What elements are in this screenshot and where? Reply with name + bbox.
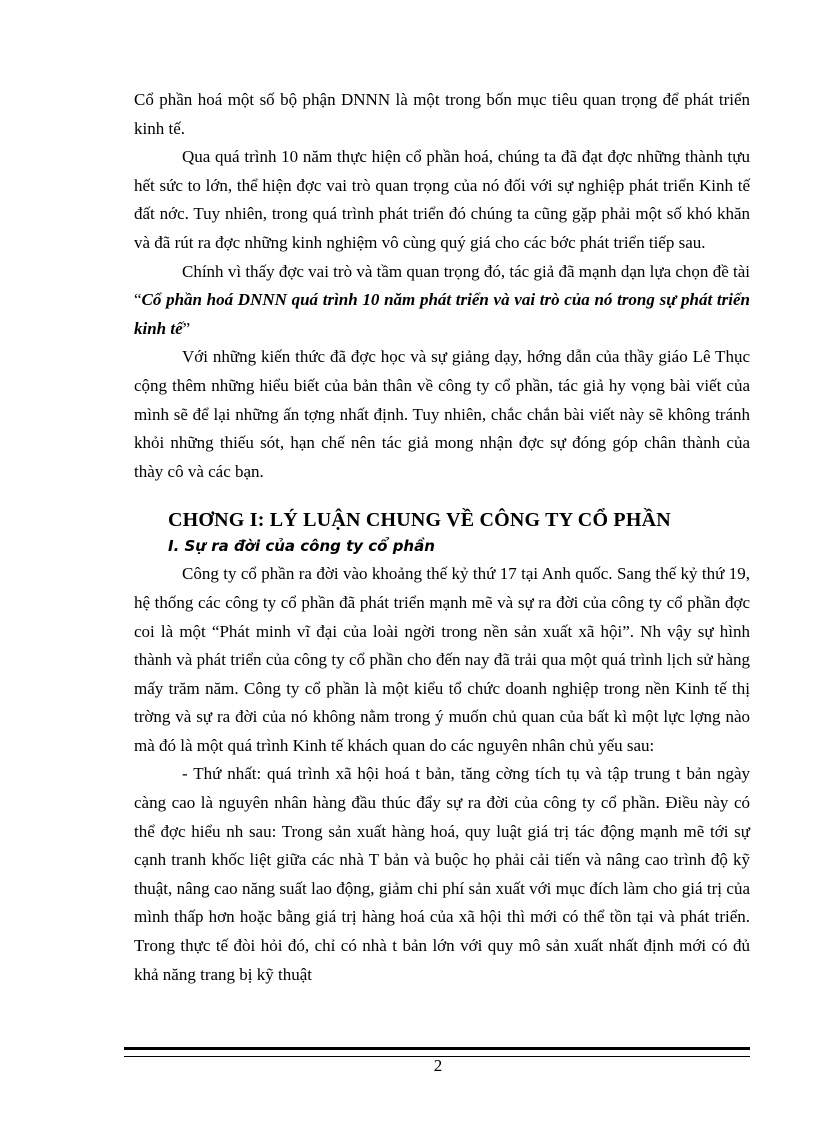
intro-paragraph-3-end: ”: [182, 318, 191, 338]
chapter-paragraph-1: Công ty cổ phần ra đời vào khoảng thế kỷ thứ 17 tại Anh quốc. Sang thế kỷ thứ 19, hệ thống các công ty cổ phần đã phát triển mạnh mẽ và sự ra đời của công ty cổ phần đợc coi là một “Phát minh vĩ đại của loài ngời trong nền sản xuất xã hội”. Nh vậy sự hình thành và phát triển của công ty cổ phần cho đến nay đã trải qua một quá trình lịch sử hàng mấy trăm năm. Công ty cổ phần là một kiểu tổ chức doanh nghiệp trong nền Kinh tế thị trờng và sự ra đời của nó không nằm trong ý muốn chủ quan của bất kì một lực lợng nào mà đó là một quá trình Kinh tế khách quan do các nguyên nhân chủ yếu sau:: [134, 564, 750, 755]
intro-paragraph-1: Cổ phần hoá một số bộ phận DNNN là một trong bốn mục tiêu quan trọng để phát triển kinh tế.: [134, 90, 750, 138]
page-number: 2: [433, 1056, 443, 1075]
section-heading: I. Sự ra đời của công ty cổ phần: [168, 537, 435, 556]
intro-paragraph-2: Qua quá trình 10 năm thực hiện cổ phần hoá, chúng ta đã đạt đợc những thành tựu hết sức to lớn, thể hiện đợc vai trò quan trọng của nó đối với sự nghiệp phát triển Kinh tế đất nớc. Tuy nhiên, trong quá trình phát triển đó chúng ta cũng gặp phải một số khó khăn và đã rút ra đợc những kinh nghiệm vô cùng quý giá cho các bớc phát triển tiếp sau.: [134, 147, 750, 252]
intro-paragraph-4: Với những kiến thức đã đợc học và sự giảng dạy, hớng dẫn của thầy giáo Lê Thục cộng thêm những hiểu biết của bản thân về công ty cổ phần, tác giả hy vọng bài viết của mình sẽ để lại những ấn tợng nhất định. Tuy nhiên, chắc chắn bài viết này sẽ không tránh khỏi những thiếu sót, hạn chế nên tác giả mong nhận đợc sự đóng góp chân thành của thày cô và các bạn.: [134, 347, 750, 481]
intro-paragraph-3: [134, 258, 750, 344]
chapter-heading: CHƠNG I: LÝ LUẬN CHUNG VỀ CÔNG TY CỔ PHẦN: [168, 509, 671, 532]
chapter-paragraph-2: - Thứ nhất: quá trình xã hội hoá t bản, tăng cờng tích tụ và tập trung t bản ngày càng cao là nguyên nhân hàng đầu thúc đẩy sự ra đời của công ty cổ phần. Điều này có thể đợc hiểu nh sau: Trong sản xuất hàng hoá, quy luật giá trị tác động mạnh mẽ tới sự cạnh tranh khốc liệt giữa các nhà T bản và buộc họ phải cải tiến và nâng cao trình độ kỹ thuật, nâng cao năng suất lao động, giảm chi phí sản xuất với mục đích làm cho giá trị của mình thấp hơn hoặc bằng giá trị hàng hoá của xã hội thì mới có thể tồn tại và phát triển. Trong thực tế đòi hỏi đó, chỉ có nhà t bản lớn với quy mô sản xuất nhất định mới có đủ khả năng trang bị kỹ thuật: [134, 764, 750, 984]
document-body: [134, 86, 750, 989]
intro-paragraph-3-start: Chính vì thấy đợc vai trò và tầm quan trọng đó, tác giả đã mạnh dạn lựa chọn đề tài “: [134, 261, 750, 310]
thesis-title: Cổ phần hoá DNNN quá trình 10 năm phát triển và vai trò của nó trong sự phát triển kinh tế: [134, 290, 750, 338]
